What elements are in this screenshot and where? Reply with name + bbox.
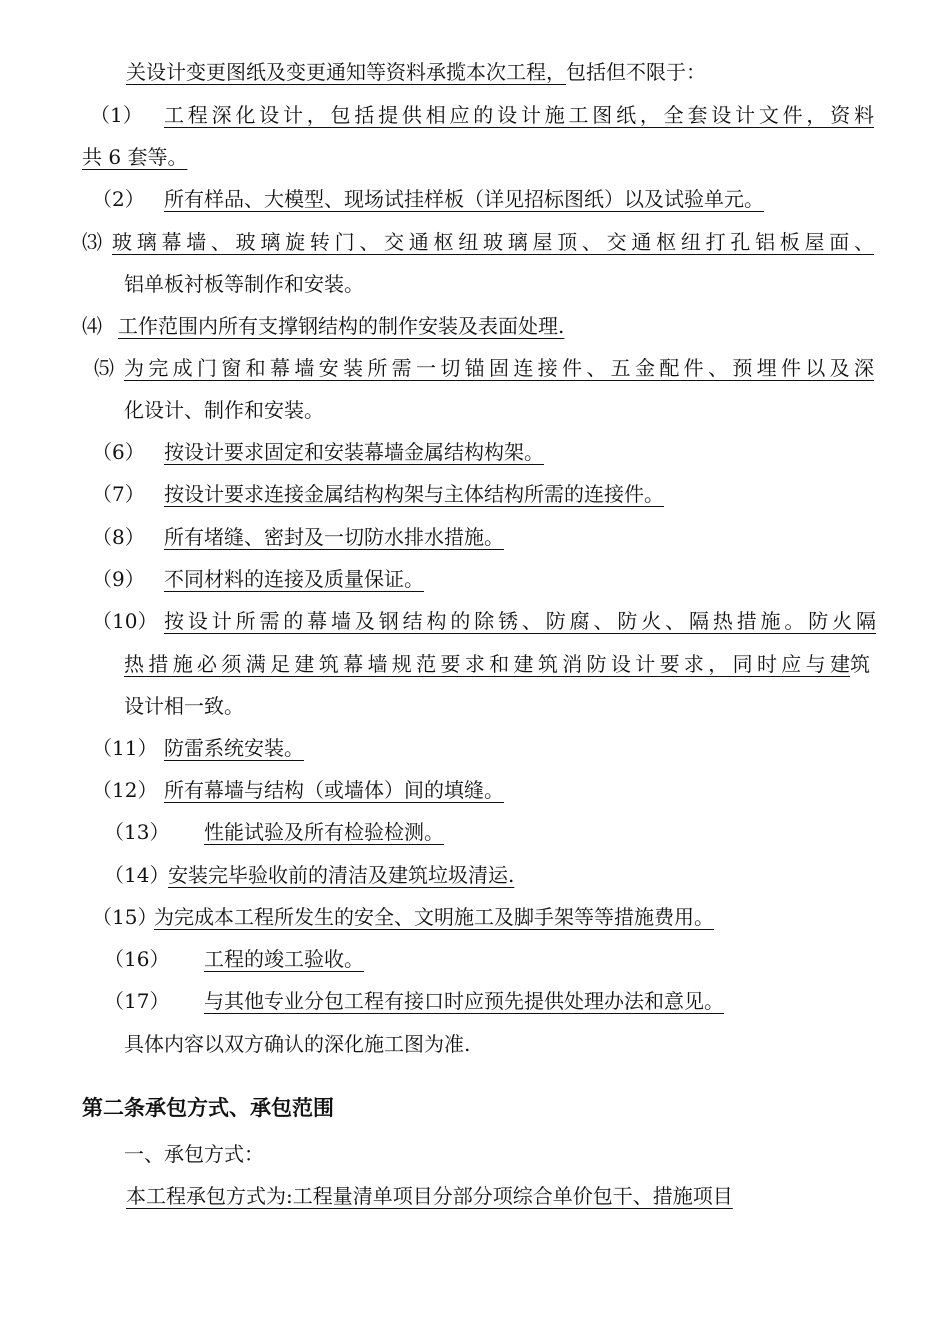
item-text: 所有堵缝、密封及一切防水排水措施。	[164, 525, 504, 549]
list-item-3-continuation	[124, 270, 364, 298]
list-item-10-continuation	[124, 650, 870, 678]
list-item-2	[92, 185, 764, 213]
item-number: （14）	[104, 863, 170, 887]
item-number: （9）	[92, 567, 145, 591]
list-item-4	[82, 312, 564, 340]
item-text: 所有幕墙与结构（或墙体）间的填缝。	[164, 778, 504, 802]
list-item-8	[92, 523, 504, 551]
item-number: （16）	[104, 947, 170, 971]
list-item-15	[92, 903, 714, 931]
list-item-11	[92, 734, 304, 762]
item-text: 玻璃幕墙、玻璃旋转门、交通枢纽玻璃屋顶、交通枢纽打孔铝板屋面、	[112, 230, 874, 254]
item-text: 工作范围内所有支撑钢结构的制作安装及表面处理.	[118, 314, 565, 338]
item-number: （12）	[92, 778, 158, 802]
item-text: 按设计所需的幕墙及钢结构的除锈、防腐、防火、隔热措施。防火隔	[164, 609, 876, 633]
item-text-cont-2: 设计相一致。	[124, 694, 244, 718]
section-paragraph-text: 本工程承包方式为:工程量清单项目分部分项综合单价包干、措施项目	[126, 1184, 733, 1208]
list-item-6	[92, 438, 544, 466]
item-number: （10）	[92, 609, 158, 633]
item-number: （8）	[92, 525, 145, 549]
list-item-10	[92, 607, 876, 635]
item-number: （11）	[92, 736, 158, 760]
intro-line	[126, 58, 706, 86]
item-number: （2）	[92, 187, 145, 211]
item-number: （15）	[92, 905, 158, 929]
item-text-cont-tail: 筑	[850, 652, 870, 676]
item-number: ⑸	[94, 356, 114, 380]
list-item-1	[90, 101, 874, 129]
list-item-5-continuation	[124, 396, 324, 424]
list-item-7	[92, 480, 664, 508]
item-text-cont: 铝单板衬板等制作和安装。	[124, 272, 364, 296]
item-number: （1）	[90, 103, 143, 127]
item-number: （13）	[104, 820, 170, 844]
list-item-3	[82, 228, 874, 256]
item-text: 按设计要求连接金属结构构架与主体结构所需的连接件。	[164, 482, 664, 506]
item-text-cont: 共 6 套等。	[82, 145, 188, 169]
section-heading: 第二条承包方式、承包范围	[82, 1095, 334, 1120]
item-text: 为完成门窗和幕墙安装所需一切锚固连接件、五金配件、预埋件以及深	[124, 356, 874, 380]
item-number: （17）	[104, 989, 170, 1013]
item-text: 性能试验及所有检验检测。	[204, 820, 444, 844]
item-number: ⑷	[82, 314, 102, 338]
item-number: ⑶	[82, 230, 102, 254]
item-number: （6）	[92, 440, 145, 464]
list-item-5	[94, 354, 874, 382]
item-text: 安装完毕验收前的清洁及建筑垃圾清运.	[168, 863, 515, 887]
item-text: 为完成本工程所发生的安全、文明施工及脚手架等等措施费用。	[154, 905, 714, 929]
item-text: 工程深化设计，包括提供相应的设计施工图纸，全套设计文件，资料	[164, 103, 874, 127]
section-subheading: 一、承包方式：	[124, 1142, 264, 1166]
item-text: 不同材料的连接及质量保证。	[164, 567, 424, 591]
section-paragraph	[126, 1182, 733, 1210]
list-item-10-continuation-2	[124, 692, 244, 720]
closing-note: 具体内容以双方确认的深化施工图为准.	[124, 1032, 471, 1056]
item-text-cont: 化设计、制作和安装。	[124, 398, 324, 422]
item-text: 工程的竣工验收。	[204, 947, 364, 971]
list-item-12	[92, 776, 504, 804]
intro-tail: 包括但不限于：	[566, 60, 706, 84]
item-number: （7）	[92, 482, 145, 506]
item-text: 防雷系统安装。	[164, 736, 304, 760]
list-item-16	[104, 945, 364, 973]
intro-lead: 关设计变更图纸及变更通知等资料承揽本次工程，	[126, 60, 566, 84]
list-item-14	[104, 861, 514, 889]
item-text: 与其他专业分包工程有接口时应预先提供处理办法和意见。	[204, 989, 724, 1013]
list-item-1-continuation	[82, 143, 187, 171]
list-item-9	[92, 565, 424, 593]
item-text: 所有样品、大模型、现场试挂样板（详见招标图纸）以及试验单元。	[164, 187, 764, 211]
item-text-cont: 热措施必须满足建筑幕墙规范要求和建筑消防设计要求，同时应与建	[124, 652, 850, 676]
list-item-13	[104, 818, 444, 846]
list-item-17	[104, 987, 724, 1015]
item-text: 按设计要求固定和安装幕墙金属结构构架。	[164, 440, 544, 464]
